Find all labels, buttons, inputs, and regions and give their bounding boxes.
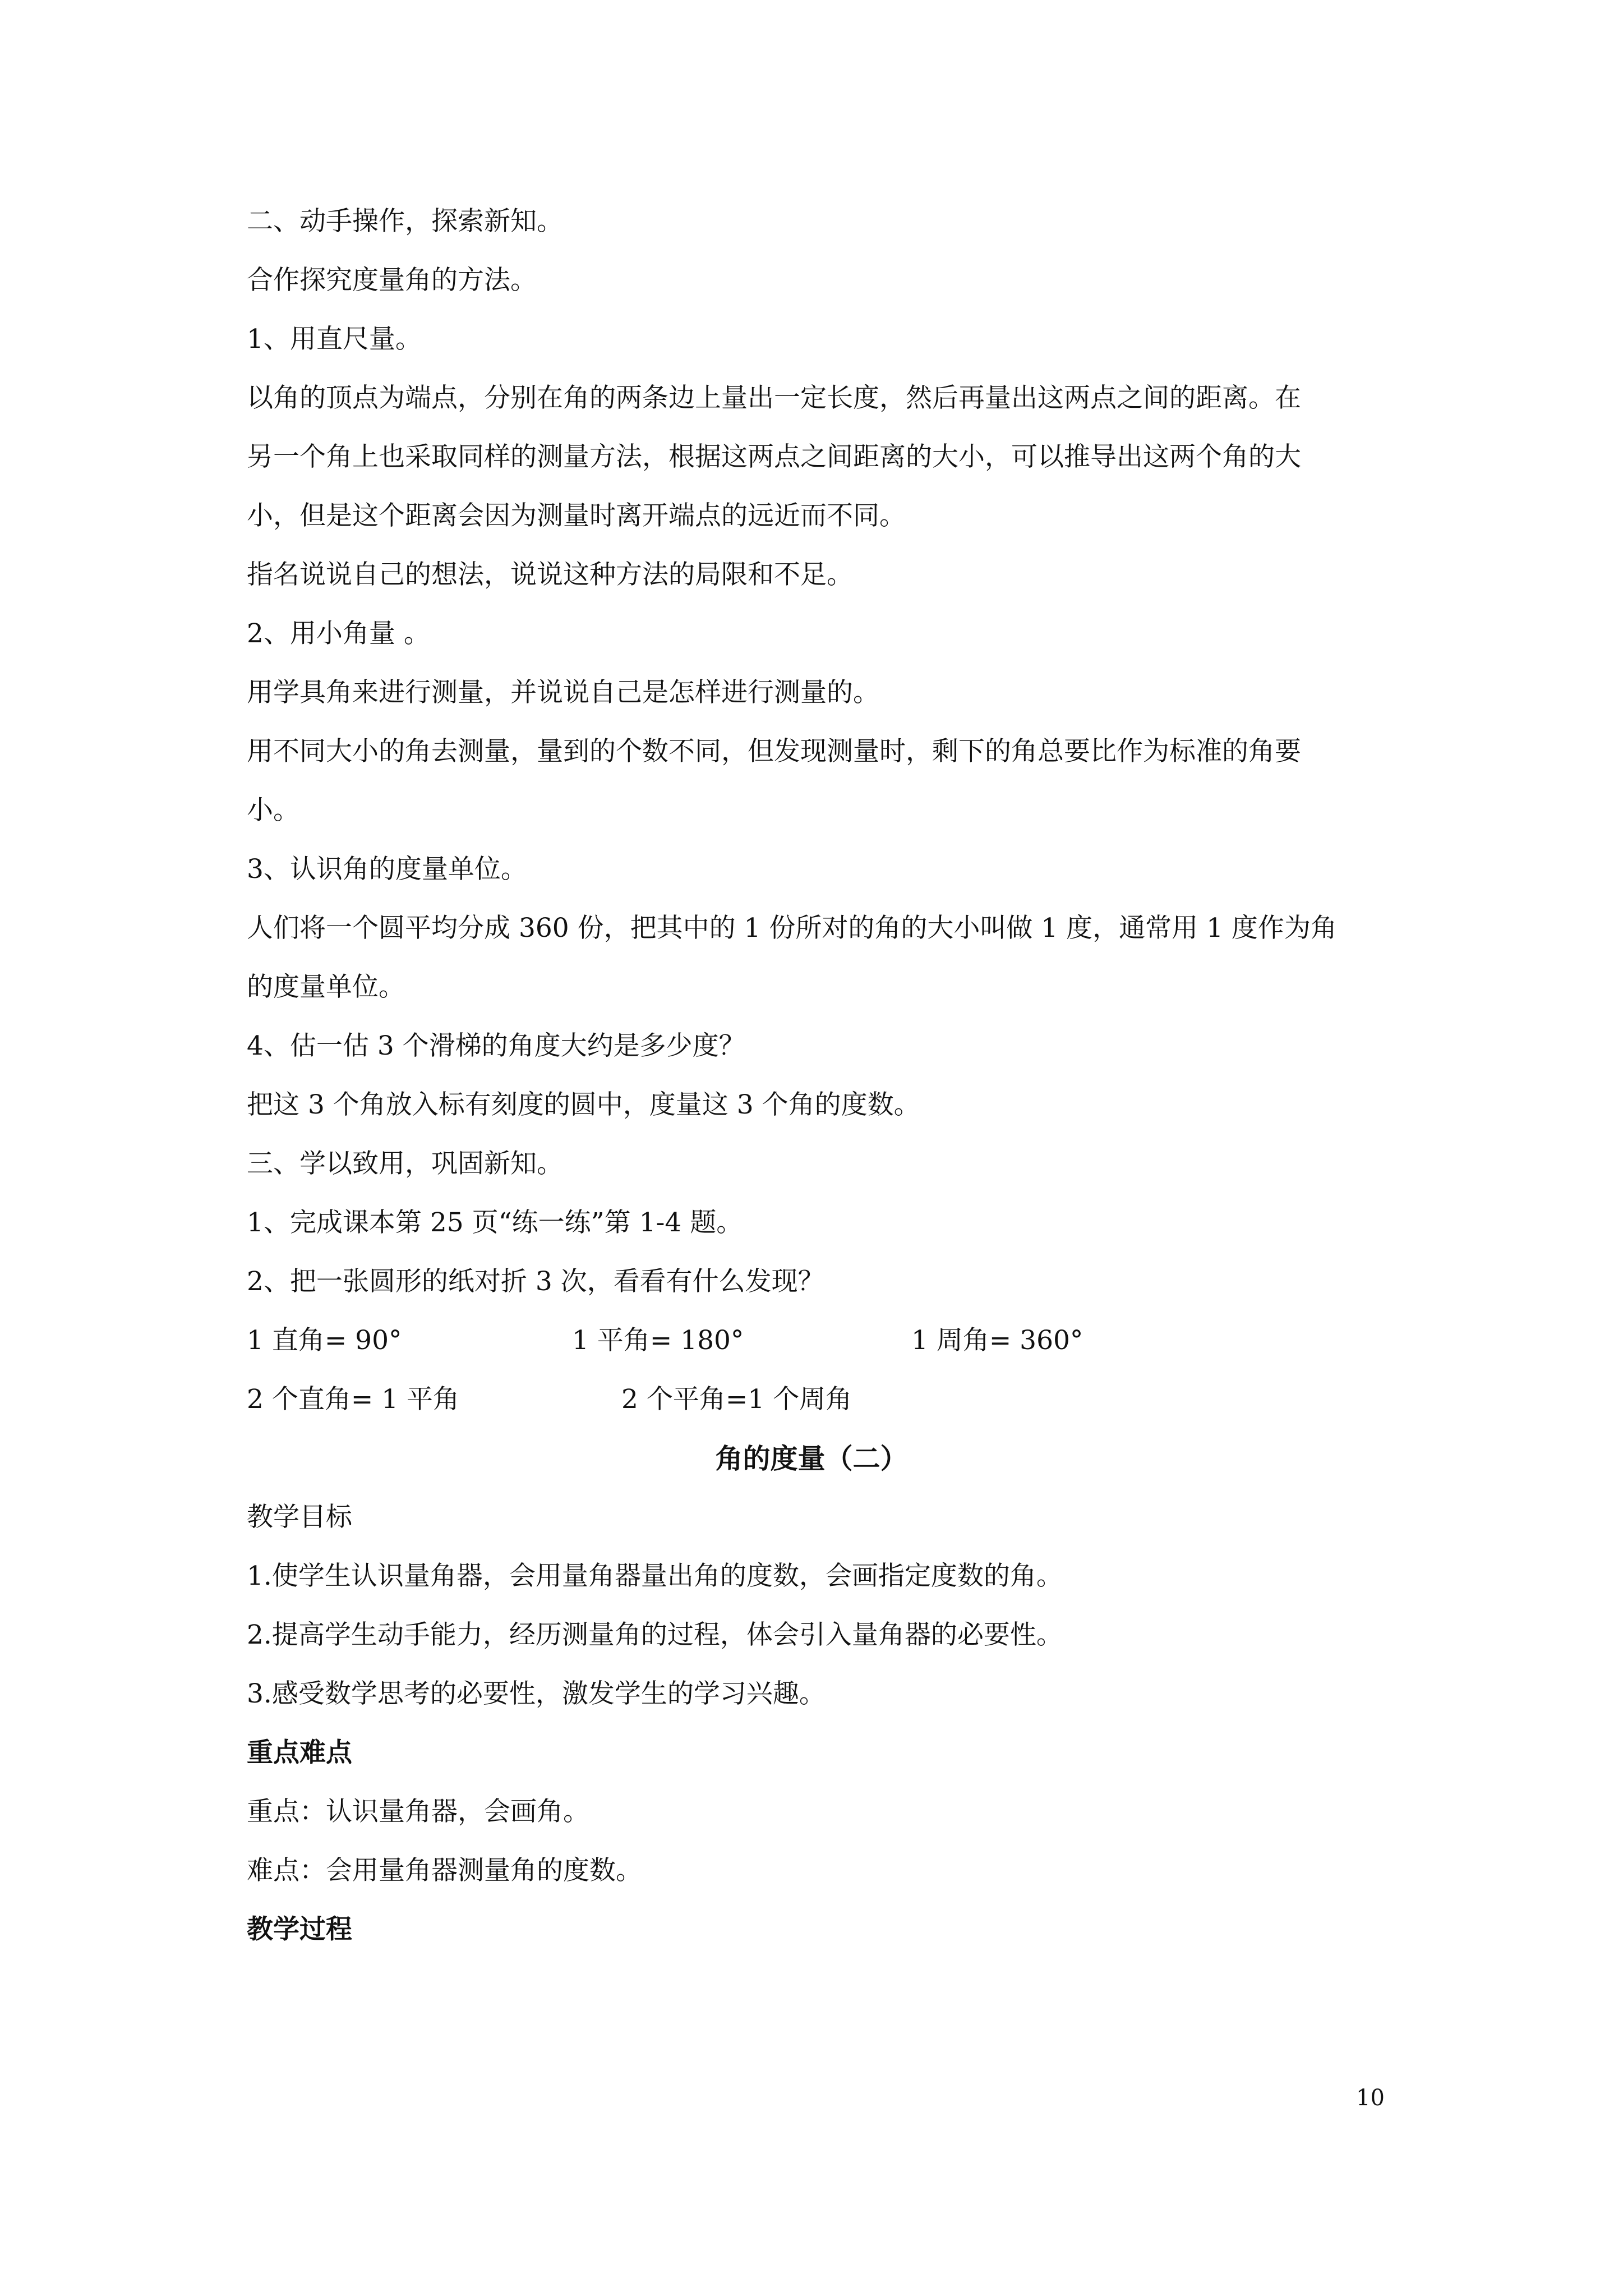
paragraph-line: 另一个角上也采取同样的测量方法，根据这两点之间距离的大小，可以推导出这两个角的大	[247, 441, 1301, 472]
item-heading: 2、用小角量 。	[247, 618, 430, 649]
item-heading: 3、认识角的度量单位。	[247, 854, 527, 885]
angle-fact: 1 直角= 90°	[247, 1325, 402, 1356]
paragraph-line: 用不同大小的角去测量，量到的个数不同，但发现测量时，剩下的角总要比作为标准的角要	[247, 736, 1301, 767]
item-heading: 1、用直尺量。	[247, 324, 422, 355]
item-heading: 4、估一估 3 个滑梯的角度大约是多少度？	[247, 1030, 745, 1061]
paragraph: 把这 3 个角放入标有刻度的圆中，度量这 3 个角的度数。	[247, 1089, 920, 1120]
angle-fact: 1 周角= 360°	[911, 1325, 1083, 1356]
paragraph: 1、完成课本第 25 页“练一练”第 1-4 题。	[247, 1207, 743, 1238]
angle-fact: 2 个平角=1 个周角	[621, 1384, 852, 1415]
goal-item: 1.使学生认识量角器，会用量角器量出角的度数，会画指定度数的角。	[247, 1561, 1063, 1591]
paragraph: 难点：会用量角器测量角的度数。	[247, 1855, 642, 1886]
paragraph-line: 小，但是这个距离会因为测量时离开端点的远近而不同。	[247, 500, 906, 531]
section-heading: 三、学以致用，巩固新知。	[247, 1148, 563, 1179]
angle-fact: 1 平角= 180°	[572, 1325, 744, 1356]
paragraph: 合作探究度量角的方法。	[247, 265, 537, 296]
goal-item: 2.提高学生动手能力，经历测量角的过程，体会引入量角器的必要性。	[247, 1619, 1063, 1650]
section-heading: 教学过程	[247, 1914, 352, 1945]
paragraph: 指名说说自己的想法，说说这种方法的局限和不足。	[247, 559, 853, 590]
paragraph-line: 以角的顶点为端点，分别在角的两条边上量出一定长度，然后再量出这两点之间的距离。在	[247, 383, 1301, 413]
paragraph: 用学具角来进行测量，并说说自己是怎样进行测量的。	[247, 677, 879, 708]
paragraph-line: 人们将一个圆平均分成 360 份，把其中的 1 份所对的角的大小叫做 1 度，通常用 1 度作为角	[247, 913, 1337, 944]
paragraph: 2、把一张圆形的纸对折 3 次，看看有什么发现？	[247, 1266, 824, 1297]
page-number: 10	[1356, 2085, 1385, 2111]
section-heading: 教学目标	[247, 1502, 352, 1533]
section-heading: 重点难点	[247, 1737, 352, 1768]
lesson-title: 角的度量（二）	[715, 1442, 908, 1475]
angle-fact: 2 个直角= 1 平角	[247, 1384, 460, 1415]
paragraph: 重点：认识量角器，会画角。	[247, 1796, 589, 1827]
paragraph-line: 的度量单位。	[247, 972, 405, 1002]
goal-item: 3.感受数学思考的必要性，激发学生的学习兴趣。	[247, 1678, 826, 1709]
section-heading: 二、动手操作，探索新知。	[247, 206, 563, 237]
paragraph-line: 小。	[247, 795, 299, 826]
